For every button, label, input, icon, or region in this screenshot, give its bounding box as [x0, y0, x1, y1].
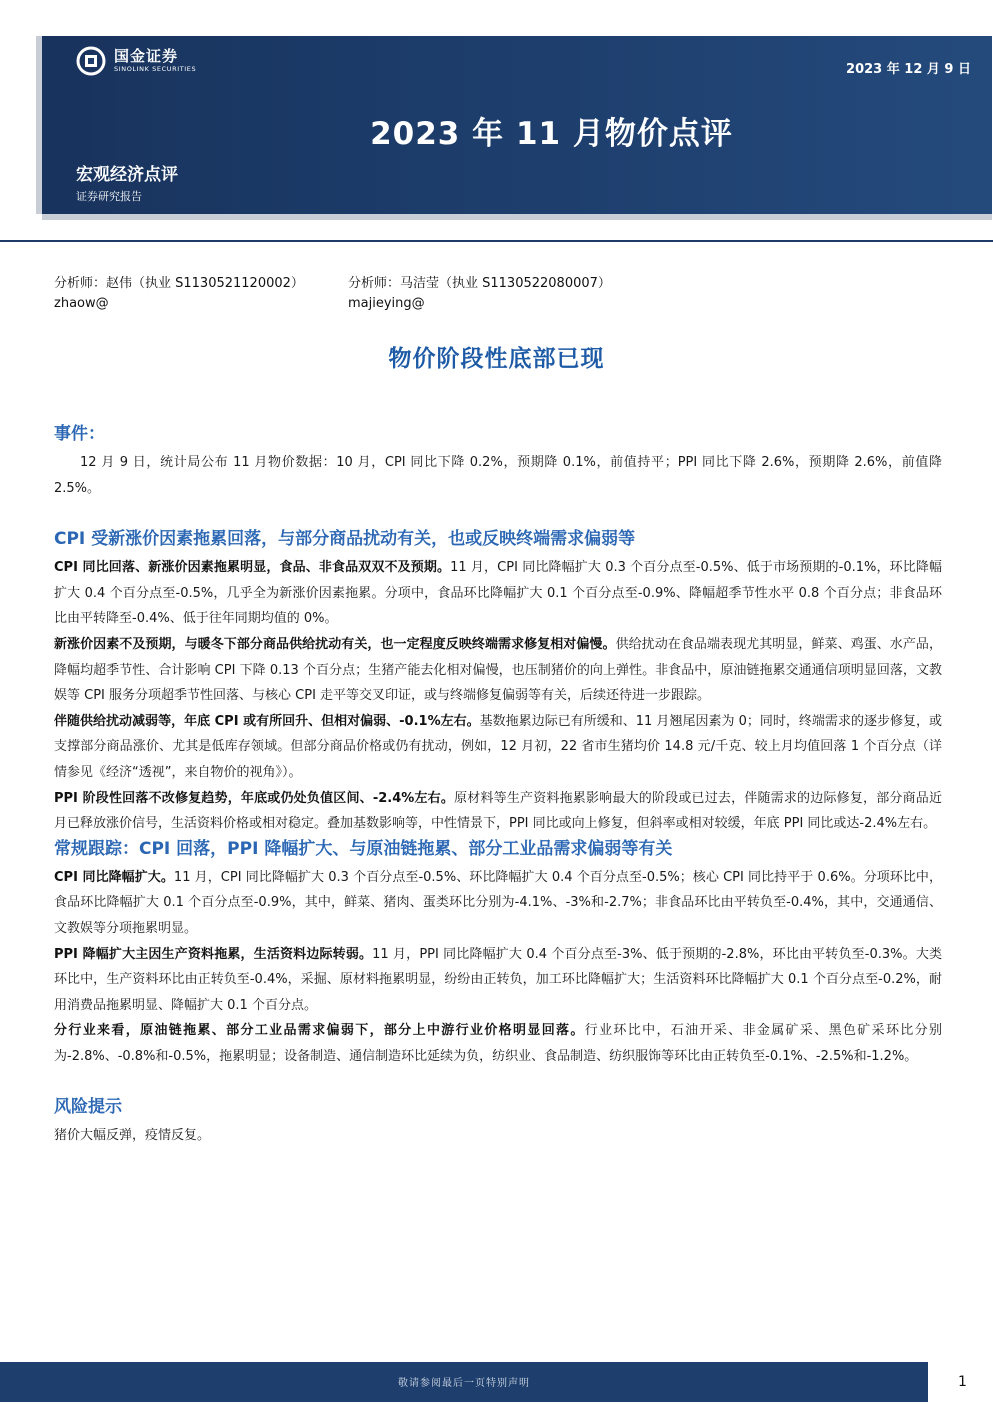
risk-paragraph: 猪价大幅反弹，疫情反复。 — [54, 1128, 211, 1144]
paragraph-text: 供给扰动在食品端表现尤其明显，鲜菜、鸡蛋、水产品，降幅均超季节性、合计影响 CPI 下降 0.13 个百分点；生猪产能去化相对偏慢，也压制猪价的向上弹性。非食品中，原油链拖累交通通信项明显回落，文教娱等 CPI 服务分项超季节性回落、与核心 CPI 走平等交叉印证，或与终端修复偏弱等有关，后续还待进一步跟踪。 — [54, 636, 942, 704]
body-paragraph — [54, 942, 942, 1019]
body-paragraph — [54, 865, 942, 942]
body-paragraph — [54, 709, 942, 786]
analyst-name: 分析师：马洁莹（执业 S1130522080007） — [348, 276, 611, 291]
report-body — [54, 422, 942, 1149]
document-title: 2023 年 11 月物价点评 — [370, 116, 733, 152]
paragraph-text: 原材料等生产资料拖累影响最大的阶段或已过去，伴随需求的边际修复，部分商品近月已释放涨价信号，生活资料价格或相对稳定。叠加基数影响等，中性情景下，PPI 同比或向上修复，但斜率或相对较缓，年底 PPI 同比或达-2.4%左右。 — [54, 790, 942, 832]
paragraph-text: 11 月，CPI 同比降幅扩大 0.3 个百分点至-0.5%、环比降幅扩大 0.4 个百分点至-0.5%；核心 CPI 同比持平于 0.6%。分项环比中，食品环比降幅扩大 0.1 个百分点至-0.9%，其中，鲜菜、猪肉、蛋类环比分别为-4.1%、-3%和-2.7%；非食品环比由平转负至-0.4%，其中，交通通信、文教娱等分项拖累明显。 — [54, 869, 942, 936]
paragraph-text: 11 月，PPI 同比降幅扩大 0.4 个百分点至-3%、低于预期的-2.8%，环比由平转负至-0.3%。大类环比中，生产资料环比由正转负至-0.4%，采掘、原材料拖累明显，纷纷由正转负，加工环比降幅扩大；生活资料环比降幅扩大 0.1 个百分点至-0.2%，耐用消费品拖累明显、降幅扩大 0.1 个百分点。 — [54, 946, 943, 1013]
report-headline: 物价阶段性底部已现 — [388, 346, 605, 372]
header-divider — [0, 240, 993, 242]
body-paragraph — [54, 555, 942, 632]
paragraph-text: 行业环比中，石油开采、非金属矿采、黑色矿采环比分别为-2.8%、-0.8%和-0.5%，拖累明显；设备制造、通信制造环比延续为负，纺织业、食品制造、纺织服饰等环比由正转负至-0.1%、-2.5%和-1.2%。 — [54, 1023, 942, 1064]
analyst-email[interactable]: majieying@ — [348, 296, 425, 311]
paragraph-lead: PPI 阶段性回落不改修复趋势，年底或仍处负值区间、-2.4%左右。 — [54, 790, 455, 806]
footer-disclaimer: 敬请参阅最后一页特别声明 — [398, 1378, 530, 1389]
logo-name-cn: 国金证券 — [114, 47, 179, 65]
paragraph-lead: CPI 同比回落、新涨价因素拖累明显，食品、非食品双双不及预期。 — [54, 560, 451, 576]
company-logo — [76, 44, 196, 78]
logo-text — [114, 48, 196, 74]
paragraph-text: 基数拖累边际已有所缓和、11 月翘尾因素为 0；同时，终端需求的逐步修复，或支撑部分商品涨价、尤其是低库存领域。但部分商品价格或仍有扰动，例如，12 月初，22 省市生猪均价 14.8 元/千克、较上月均值回落 1 个百分点（详情参见《经济“透视”，来自物价的视角》）。 — [54, 713, 942, 780]
analyst-info — [54, 274, 304, 314]
analyst-info — [348, 274, 611, 314]
paragraph-lead: 分行业来看，原油链拖累、部分工业品需求偏弱下，部分上中游行业价格明显回落。 — [54, 1023, 585, 1039]
logo-name-en: SINOLINK SECURITIES — [114, 65, 197, 73]
paragraph-text: 11 月，CPI 同比降幅扩大 0.3 个百分点至-0.5%、低于市场预期的-0.1%，环比降幅扩大 0.4 个百分点至-0.5%，几乎全为新涨价因素拖累。分项中，食品环比降幅扩大 0.1 个百分点至-0.9%、降幅超季节性水平 0.8 个百分点；非食品环比由平转降至-0.4%、低于往年同期均值的 0%。 — [54, 560, 942, 627]
report-type: 证券研究报告 — [76, 190, 142, 203]
section-tracking-title: 常规跟踪：CPI 回落，PPI 降幅扩大、与原油链拖累、部分工业品需求偏弱等有关 — [54, 838, 673, 859]
analyst-email[interactable]: zhaow@ — [54, 296, 109, 311]
paragraph-lead: PPI 降幅扩大主因生产资料拖累，生活资料边际转弱。 — [54, 946, 373, 962]
event-section-title: 事件： — [54, 424, 105, 444]
body-paragraph — [54, 786, 942, 837]
report-category: 宏观经济点评 — [76, 165, 178, 185]
report-date: 2023 年 12 月 9 日 — [846, 62, 971, 77]
risk-section-title: 风险提示 — [54, 1097, 122, 1118]
paragraph-lead: 伴随供给扰动减弱等，年底 CPI 或有所回升、但相对偏弱、-0.1%左右。 — [54, 713, 480, 729]
analyst-name: 分析师：赵伟（执业 S1130521120002） — [54, 276, 304, 291]
section-cpi-title: CPI 受新涨价因素拖累回落，与部分商品扰动有关，也或反映终端需求偏弱等 — [54, 529, 636, 550]
body-paragraph — [54, 1018, 942, 1069]
paragraph-lead: CPI 同比降幅扩大。 — [54, 869, 174, 885]
paragraph-lead: 新涨价因素不及预期，与暖冬下部分商品供给扰动有关，也一定程度反映终端需求修复相对偏慢。 — [54, 636, 616, 652]
sinolink-logo-icon — [76, 46, 106, 76]
body-paragraph — [54, 632, 942, 709]
event-paragraph: 12 月 9 日，统计局公布 11 月物价数据：10 月，CPI 同比下降 0.2%，预期降 0.1%，前值持平；PPI 同比下降 2.6%，预期降 2.6%，前值降 2.5%。 — [54, 455, 942, 496]
page-number: 1 — [958, 1374, 967, 1390]
